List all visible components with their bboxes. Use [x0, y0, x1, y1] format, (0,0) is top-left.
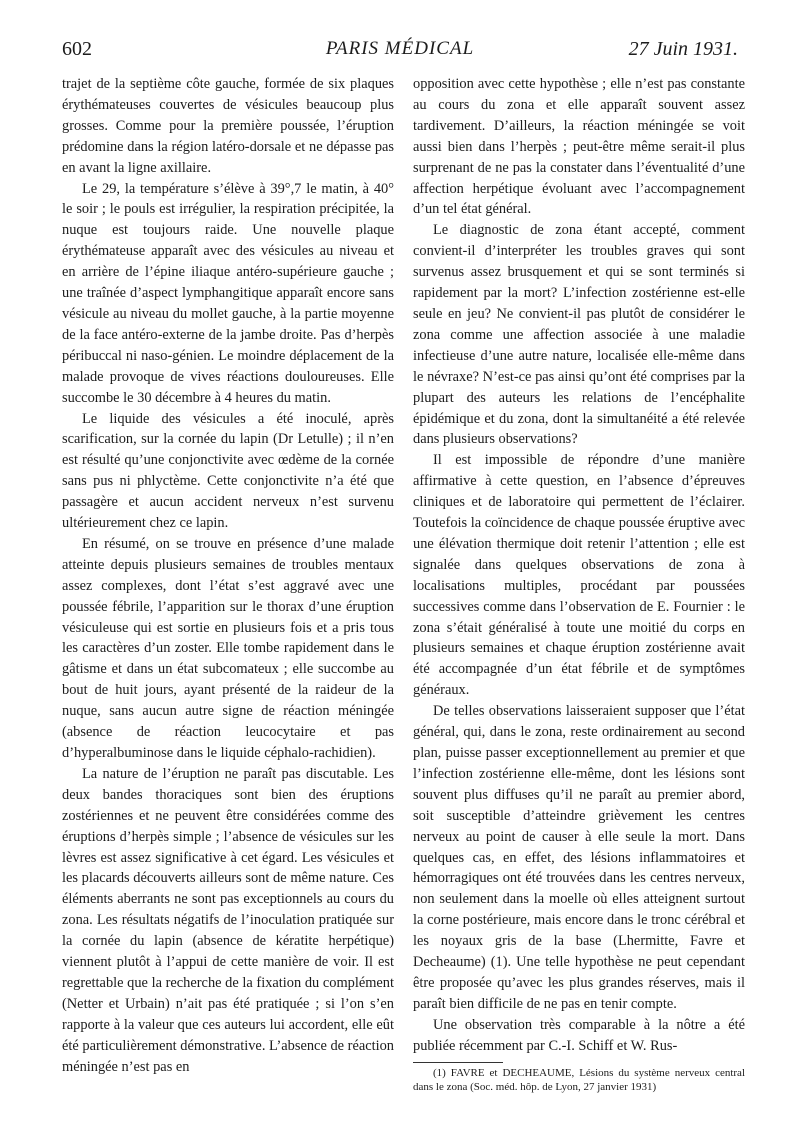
right-column	[413, 74, 745, 1094]
paragraph: Une observation très comparable à la nôtre a été publiée récemment par C.-I. Schiff et W. Rus-	[413, 1016, 745, 1054]
paragraph: Il est impossible de répondre d’une manière affirmative à cette question, en l’absence d’épreuves cliniques et de laboratoire qui permettent de l’éclairer. Toutefois la coïncidence de chaque poussée éruptive avec une élévation thermique doit retenir l’attention ; elle est signalée dans quelques observations de zona à localisations multiples, procédant par poussées successives comme dans l’observation de E. Fournier : le zona s’était généralisé à toute une moitié du corps en plusieurs semaines et chaque éruption zostérienne avait été accompagnée d’un état fébrile et de symptômes généraux.	[413, 452, 745, 699]
footnote-divider	[413, 1062, 503, 1063]
footnote: (1) FAVRE et DECHEAUME, Lésions du système nerveux central dans le zona (Soc. méd. hôp. de Lyon, 27 janvier 1931)	[413, 1066, 745, 1093]
page-number: 602	[62, 38, 92, 60]
issue-date: 27 Juin 1931.	[628, 38, 738, 60]
left-column	[62, 74, 394, 1078]
paragraph: En résumé, on se trouve en présence d’une malade atteinte depuis plusieurs semaines de troubles mentaux assez complexes, dont l’état s’est aggravé avec une poussée fébrile, l’apparition sur le thorax d’une éruption vésiculeuse qui est sortie en plusieurs fois et a pris tous les caractères d’un zoster. Elle tombe rapidement dans le gâtisme et dans un état subcomateux ; elle succombe au bout de huit jours, ayant présenté de la raideur de la nuque, sans aucun autre signe de réaction méningée (absence de réaction leucocytaire et pas d’hyperalbuminose dans le liquide céphalo-rachidien).	[62, 535, 394, 761]
paragraph: Le diagnostic de zona étant accepté, comment convient-il d’interpréter les troubles graves qui sont survenus assez brusquement et qui se sont terminés si rapidement par la mort? L’infection zostérienne est-elle seule en jeu? Ne convient-il pas plutôt de considérer le zona comme une affection associée à une maladie infectieuse d’une autre nature, localisée elle-même dans le névraxe? N’est-ce pas ainsi qu’ont été comprises par la plupart des auteurs les relations de l’encéphalite épidémique et du zona, dont la simultanéité a été relevée dans plusieurs observations?	[413, 222, 745, 448]
page-header	[62, 38, 738, 68]
paragraph: Le liquide des vésicules a été inoculé, après scarification, sur la cornée du lapin (Dr Letulle) ; il n’en est résulté qu’une conjonctivite avec œdème de la cornée sans pus ni phlyctème. Cette conjonctivite n’a été que passagère et aucun accident nerveux n’est survenu ultérieurement chez ce lapin.	[62, 410, 394, 532]
journal-title: PARIS MÉDICAL	[325, 38, 475, 59]
paragraph: opposition avec cette hypothèse ; elle n’est pas constante au cours du zona et elle apparaît souvent assez tardivement. D’ailleurs, la réaction méningée se voit aussi bien dans l’herpès ; peut-être même serait-il plus surprenant de ne pas la constater dans l’éventualité d’une affection herpétique évoluant avec l’accompagnement d’un tel état général.	[413, 76, 745, 218]
paragraph: De telles observations laisseraient supposer que l’état général, qui, dans le zona, reste ordinairement au second plan, puisse passer exceptionnellement au premier et que l’infection zostérienne elle-même, dont les lésions sont souvent plus diffuses qu’il ne paraît au premier abord, soit susceptible d’atteindre grièvement les centres nerveux au point de causer à elle seule la mort. Dans quelques cas, en effet, des lésions inflammatoires et hémorragiques ont été trouvées dans les centres nerveux, non seulement dans la moelle où elles atteignent surtout la corne postérieure, mais encore dans le tronc cérébral et les noyaux gris de la base (Lhermitte, Favre et Decheaume) (1). Une telle hypothèse ne peut cependant être proposée qu’avec les plus grandes réserves, mais il paraît bien difficile de ne pas en tenir compte.	[413, 703, 745, 1012]
paragraph: La nature de l’éruption ne paraît pas discutable. Les deux bandes thoraciques sont bien des éruptions zostériennes et ne peuvent être considérées comme des éruptions d’herpès simple ; l’absence de vésicules sur les lèvres est assez significative à cet égard. Les vésicules et les placards découverts ailleurs sont de même nature. Ces éléments aberrants ne sont pas exceptionnels au cours du zona. Les résultats négatifs de l’inoculation pratiquée sur la cornée du lapin (absence de kératite herpétique) viennent plutôt à l’appui de cette manière de voir. Il est regrettable que la recherche de la fixation du complément (Netter et Urbain) n’ait pas été pratiquée ; si l’on s’en rapporte à la valeur que ces auteurs lui accordent, elle eût été particulièrement démonstrative. L’absence de réaction méningée n’est pas en	[62, 765, 394, 1075]
paragraph: Le 29, la température s’élève à 39°,7 le matin, à 40° le soir ; le pouls est irrégulier, la respiration précipitée, la nuque est toujours raide. Une nouvelle plaque érythémateuse apparaît avec des vésicules au niveau et en arrière de l’épine iliaque antéro-supérieure gauche ; une traînée d’aspect lymphangitique apparaît encore sans vésicule au niveau du mollet gauche, à la partie moyenne de la face antéro-externe de la jambe droite. Pas d’herpès péribuccal ni naso-génien. Le moindre déplacement de la malade provoque de vives réactions douloureuses. Elle succombe le 30 décembre à 4 heures du matin.	[62, 180, 394, 406]
paragraph: trajet de la septième côte gauche, formée de six plaques érythémateuses couvertes de vésicules beaucoup plus grosses. Comme pour la première poussée, l’éruption prédomine dans la région latéro-dorsale et ne dépasse pas en avant la ligne axillaire.	[62, 76, 394, 176]
